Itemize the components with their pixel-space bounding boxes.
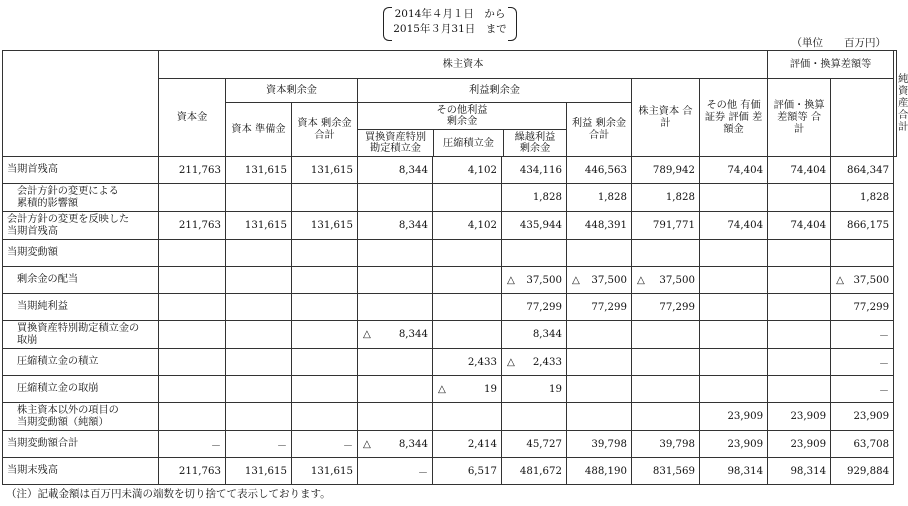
cell-replacement-reserve: － (358, 458, 433, 485)
cell-total-capital-surplus (292, 294, 358, 321)
cell-total-net-assets: － (831, 349, 894, 376)
cell-total-shareholders-equity (632, 240, 700, 267)
cell-total-capital-surplus: 131,615 (292, 157, 358, 184)
cell-replacement-reserve: 8,344 (358, 157, 433, 184)
cell-total-capital-surplus (292, 376, 358, 403)
cell-capital-stock (159, 403, 226, 431)
cell-total-retained (567, 267, 632, 294)
cell-total-shareholders-equity: 831,569 (632, 458, 700, 485)
cell-capital-stock (159, 321, 226, 349)
cell-carried-forward: 45,727 (502, 431, 567, 458)
row-label: 当期純利益 (3, 294, 159, 321)
cell-replacement-reserve (358, 431, 433, 458)
cell-total-capital-surplus (292, 349, 358, 376)
cell-total-shareholders-equity (632, 376, 700, 403)
row-label: 当期末残高 (3, 458, 159, 485)
cell-total-shareholders-equity (632, 321, 700, 349)
cell-compression-reserve: 6,517 (433, 458, 502, 485)
cell-compression-reserve (433, 294, 502, 321)
cell-securities-valuation (700, 240, 768, 267)
cell-total-net-assets: 63,708 (831, 431, 894, 458)
cell-total-retained: 448,391 (567, 212, 632, 240)
cell-replacement-reserve (358, 376, 433, 403)
cell-carried-forward (502, 403, 567, 431)
cell-compression-reserve (433, 376, 502, 403)
negative-amount: 8,344 (398, 438, 428, 450)
cell-securities-valuation (700, 376, 768, 403)
cell-legal-capital-surplus (226, 376, 292, 403)
cell-total-valuation: 74,404 (768, 157, 831, 184)
header-capital-surplus: 資本剰余金 (226, 79, 358, 103)
cell-compression-reserve (433, 240, 502, 267)
row-label: 買換資産特別勘定積立金の 取崩 (3, 321, 159, 349)
period-from: 2014年４月１日 から (394, 8, 506, 20)
row-label: 当期首残高 (3, 157, 159, 184)
cell-compression-reserve: 2,414 (433, 431, 502, 458)
cell-capital-stock (159, 349, 226, 376)
negative-marker: △ (637, 274, 645, 286)
negative-marker: △ (438, 383, 446, 395)
table-row (3, 240, 897, 267)
row-label: 会計方針の変更による 累積的影響額 (3, 184, 159, 212)
cell-legal-capital-surplus (226, 294, 292, 321)
table-row (3, 267, 897, 294)
header-securities-valuation: その他 有価証券 評価 差額金 (700, 79, 768, 157)
header-total-net-assets: 純資産 合計 (894, 51, 897, 157)
cell-capital-stock: 211,763 (159, 458, 226, 485)
table-row (3, 184, 897, 212)
cell-replacement-reserve (358, 267, 433, 294)
left-bracket (383, 7, 392, 41)
cell-total-retained (567, 240, 632, 267)
table-row (3, 212, 897, 240)
table-row (3, 458, 897, 485)
cell-total-shareholders-equity: 1,828 (632, 184, 700, 212)
cell-securities-valuation (700, 184, 768, 212)
cell-capital-stock: － (159, 431, 226, 458)
cell-replacement-reserve: 8,344 (358, 212, 433, 240)
row-label: 圧縮積立金の積立 (3, 349, 159, 376)
table-row (3, 349, 897, 376)
cell-replacement-reserve (358, 403, 433, 431)
cell-securities-valuation (700, 321, 768, 349)
cell-capital-stock (159, 376, 226, 403)
row-label: 圧縮積立金の取崩 (3, 376, 159, 403)
cell-total-shareholders-equity (632, 403, 700, 431)
cell-compression-reserve: 4,102 (433, 212, 502, 240)
cell-total-shareholders-equity (632, 349, 700, 376)
cell-total-retained: 39,798 (567, 431, 632, 458)
cell-legal-capital-surplus (226, 321, 292, 349)
header-other-retained: その他利益 剰余金 (358, 103, 566, 130)
table-row (3, 376, 897, 403)
cell-total-capital-surplus: 131,615 (292, 458, 358, 485)
negative-marker: △ (363, 329, 371, 340)
cell-total-retained (567, 376, 632, 403)
cell-total-valuation: 74,404 (768, 212, 831, 240)
cell-compression-reserve (433, 403, 502, 431)
cell-legal-capital-surplus (226, 403, 292, 431)
cell-capital-stock (159, 184, 226, 212)
table-body (3, 157, 897, 485)
cell-legal-capital-surplus (226, 240, 292, 267)
negative-amount: 8,344 (398, 329, 428, 340)
cell-total-net-assets: － (831, 321, 894, 349)
negative-marker: △ (572, 274, 580, 286)
cell-carried-forward (502, 267, 567, 294)
cell-total-valuation (768, 184, 831, 212)
cell-replacement-reserve (358, 294, 433, 321)
cell-total-retained: 77,299 (567, 294, 632, 321)
header-shareholders-equity: 株主資本 (159, 51, 768, 79)
negative-marker: △ (363, 438, 371, 450)
cell-legal-capital-surplus: 131,615 (226, 212, 292, 240)
cell-compression-reserve (433, 267, 502, 294)
cell-securities-valuation: 74,404 (700, 212, 768, 240)
cell-total-shareholders-equity: 39,798 (632, 431, 700, 458)
cell-total-net-assets: 864,347 (831, 157, 894, 184)
cell-carried-forward: 77,299 (502, 294, 567, 321)
header-compression-reserve: 圧縮積立金 (434, 130, 504, 156)
cell-total-capital-surplus: 131,615 (292, 212, 358, 240)
cell-total-net-assets: 866,175 (831, 212, 894, 240)
cell-carried-forward: 19 (502, 376, 567, 403)
cell-total-retained (567, 321, 632, 349)
cell-total-capital-surplus (292, 403, 358, 431)
cell-total-capital-surplus: － (292, 431, 358, 458)
table-row (3, 321, 897, 349)
cell-total-capital-surplus (292, 321, 358, 349)
negative-amount: 37,500 (526, 274, 562, 286)
period-to: 2015年３月31日 まで (393, 23, 507, 35)
right-bracket (508, 7, 517, 41)
cell-capital-stock: 211,763 (159, 212, 226, 240)
cell-total-net-assets: 929,884 (831, 458, 894, 485)
unit-label: （単位 百万円） (791, 37, 886, 49)
negative-amount: 37,500 (853, 274, 890, 286)
table-row (3, 294, 897, 321)
cell-total-valuation: 23,909 (768, 431, 831, 458)
cell-total-shareholders-equity (632, 267, 700, 294)
table-row (3, 431, 897, 458)
cell-legal-capital-surplus (226, 267, 292, 294)
header-total-shareholders-equity: 株主資本 合計 (632, 79, 700, 157)
table-row (3, 157, 897, 184)
cell-carried-forward: 1,828 (502, 184, 567, 212)
cell-legal-capital-surplus: 131,615 (226, 458, 292, 485)
cell-total-capital-surplus (292, 267, 358, 294)
cell-total-retained (567, 403, 632, 431)
cell-capital-stock (159, 267, 226, 294)
cell-total-shareholders-equity: 791,771 (632, 212, 700, 240)
cell-total-net-assets: 23,909 (831, 403, 894, 431)
fiscal-period (383, 7, 517, 37)
cell-carried-forward: 8,344 (502, 321, 567, 349)
cell-carried-forward: 434,116 (502, 157, 567, 184)
cell-replacement-reserve (358, 184, 433, 212)
negative-marker: △ (507, 356, 515, 368)
table-row (3, 403, 897, 431)
row-label: 当期変動額合計 (3, 431, 159, 458)
footnote: （注）記載金額は百万円未満の端数を切り捨てて表示しております。 (6, 488, 331, 500)
cell-replacement-reserve (358, 321, 433, 349)
cell-total-net-assets (831, 240, 894, 267)
cell-carried-forward: 435,944 (502, 212, 567, 240)
cell-carried-forward (502, 240, 567, 267)
cell-securities-valuation: 23,909 (700, 403, 768, 431)
cell-compression-reserve: 2,433 (433, 349, 502, 376)
cell-total-retained: 488,190 (567, 458, 632, 485)
cell-total-retained: 446,563 (567, 157, 632, 184)
negative-amount: 37,500 (591, 274, 627, 286)
cell-securities-valuation: 74,404 (700, 157, 768, 184)
cell-total-shareholders-equity: 77,299 (632, 294, 700, 321)
row-label: 剰余金の配当 (3, 267, 159, 294)
cell-total-valuation (768, 240, 831, 267)
header-retained-earnings: 利益剰余金 (358, 79, 632, 103)
cell-total-shareholders-equity: 789,942 (632, 157, 700, 184)
cell-legal-capital-surplus (226, 184, 292, 212)
cell-legal-capital-surplus (226, 349, 292, 376)
cell-replacement-reserve (358, 240, 433, 267)
cell-carried-forward (502, 349, 567, 376)
cell-total-valuation (768, 349, 831, 376)
row-label: 株主資本以外の項目の 当期変動額（純額） (3, 403, 159, 431)
cell-capital-stock (159, 240, 226, 267)
negative-marker: △ (507, 274, 515, 286)
cell-securities-valuation (700, 267, 768, 294)
cell-compression-reserve (433, 184, 502, 212)
cell-total-net-assets: － (831, 376, 894, 403)
cell-total-capital-surplus (292, 240, 358, 267)
cell-total-valuation (768, 267, 831, 294)
cell-legal-capital-surplus: － (226, 431, 292, 458)
cell-carried-forward: 481,672 (502, 458, 567, 485)
cell-legal-capital-surplus: 131,615 (226, 157, 292, 184)
cell-total-valuation (768, 321, 831, 349)
negative-amount: 2,433 (532, 356, 562, 368)
header-carried-forward: 繰越利益 剰余金 (514, 132, 556, 154)
header-valuation: 評価・換算差額等 (768, 51, 894, 79)
cell-total-retained: 1,828 (567, 184, 632, 212)
cell-total-net-assets: 1,828 (831, 184, 894, 212)
cell-total-net-assets (831, 267, 894, 294)
negative-amount: 19 (484, 383, 497, 395)
equity-statement-table (2, 50, 908, 485)
cell-total-valuation: 98,314 (768, 458, 831, 485)
header-total-valuation: 評価・換算 差額等 合計 (768, 79, 831, 157)
header-total-capital-surplus: 資本 剰余金 合計 (292, 103, 358, 157)
cell-securities-valuation: 23,909 (700, 431, 768, 458)
cell-compression-reserve: 4,102 (433, 157, 502, 184)
cell-total-net-assets: 77,299 (831, 294, 894, 321)
negative-marker: △ (836, 274, 844, 286)
cell-total-valuation: 23,909 (768, 403, 831, 431)
cell-securities-valuation (700, 294, 768, 321)
header-other-retained-group (358, 103, 567, 157)
header-blank (3, 51, 159, 157)
cell-total-valuation (768, 376, 831, 403)
cell-compression-reserve (433, 321, 502, 349)
cell-capital-stock (159, 294, 226, 321)
header-capital-stock: 資本金 (159, 79, 226, 157)
cell-capital-stock: 211,763 (159, 157, 226, 184)
header-legal-capital-surplus: 資本 準備金 (226, 103, 292, 157)
cell-total-retained (567, 349, 632, 376)
row-label: 会計方針の変更を反映した 当期首残高 (3, 212, 159, 240)
header-replacement-reserve: 買換資産特別 勘定積立金 (358, 130, 434, 156)
row-label: 当期変動額 (3, 240, 159, 267)
cell-total-capital-surplus (292, 184, 358, 212)
cell-securities-valuation (700, 349, 768, 376)
cell-securities-valuation: 98,314 (700, 458, 768, 485)
negative-amount: 37,500 (659, 274, 695, 286)
cell-total-valuation (768, 294, 831, 321)
header-total-retained: 利益 剰余金 合計 (567, 103, 632, 157)
cell-replacement-reserve (358, 349, 433, 376)
